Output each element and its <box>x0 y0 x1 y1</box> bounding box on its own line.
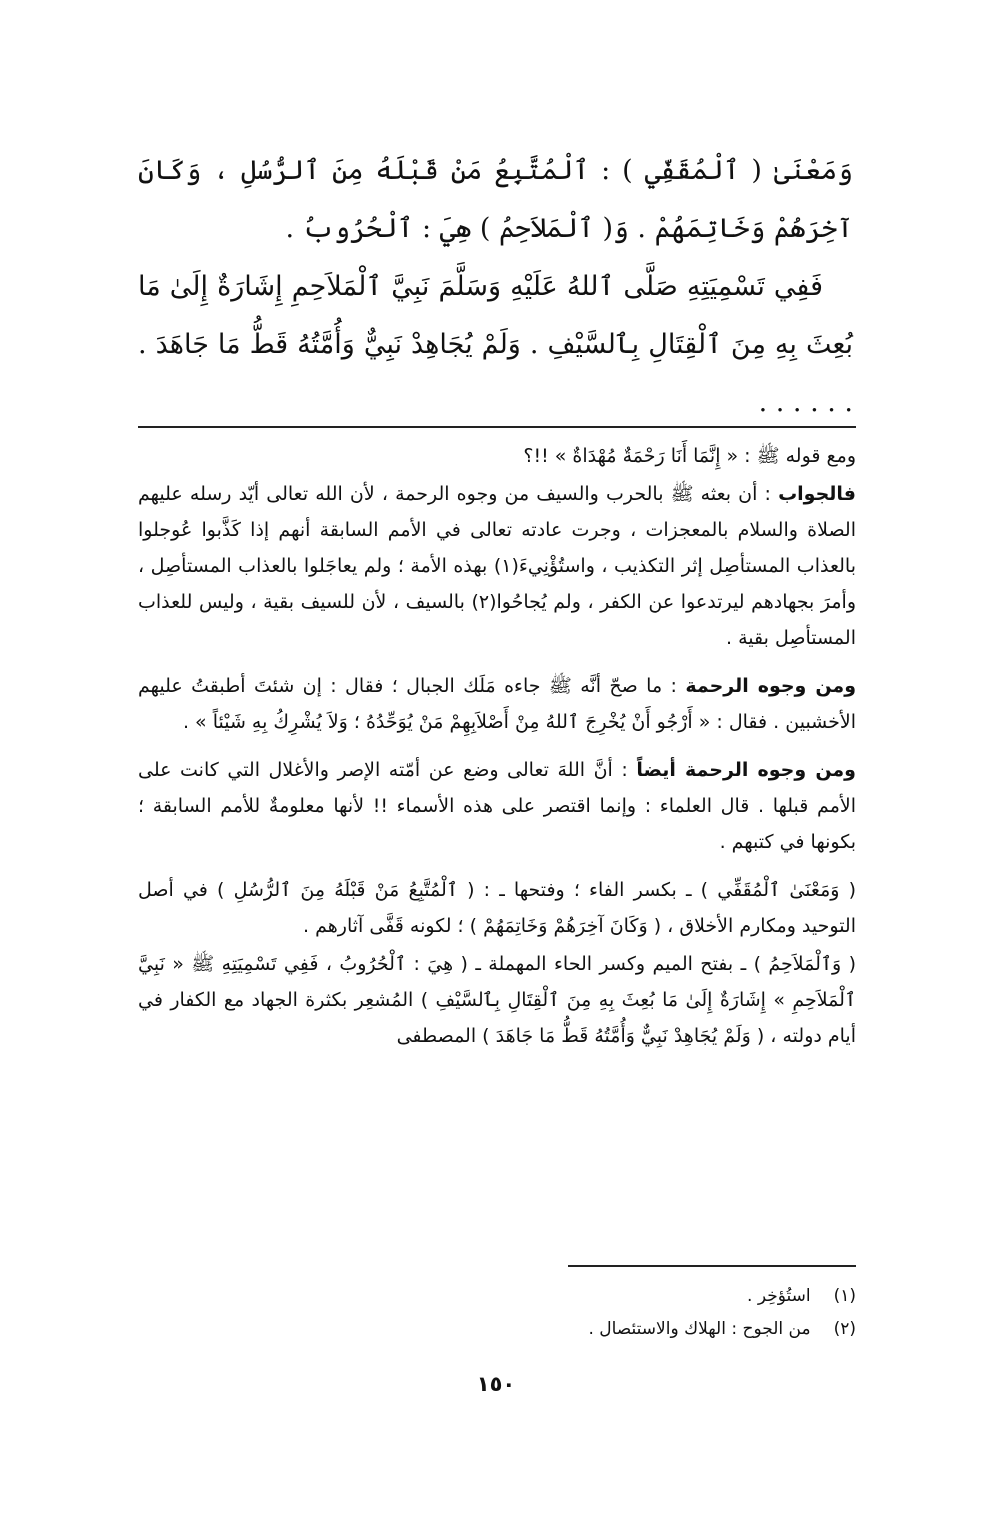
paragraph-text: : ما صحّ أنَّه ﷺ جاءه مَلَك الجبال ؛ فقال : إن شئتَ أطبقتُ عليهم الأخشبين . فقال : « أَرْجُو أَنْ يُخْرِجَ ٱللهُ مِنْ أَصْلاَبِهِمْ مَنْ يُوَحِّدُهُ ؛ وَلاَ يُشْرِكُ بِهِ شَيْئاً » . <box>138 675 856 733</box>
paragraph-text: : أن بعثه ﷺ بالحرب والسيف من وجوه الرحمة ، لأن الله تعالى أيّد رسله عليهم الصلاة والسلام بالمعجزات ، وجرت عادته تعالى في الأمم السابقة أنهم إذا كَذَّبوا عُوجلوا بالعذاب المستأصِل إثر التكذيب ، واستُؤْنِيءَ(١) بهذه الأمة ؛ ولم يعاجَلوا بالعذاب المستأصِل ، وأمرَ بجهادهم ليرتدعوا عن الكفر ، ولم يُجاحُوا(٢) بالسيف ، لأن للسيف بقية ، وليس للعذاب المستأصِل بقية . <box>138 483 856 649</box>
footnote <box>500 1280 856 1313</box>
main-text <box>138 142 853 432</box>
commentary <box>138 438 856 1066</box>
footnote-number: (٢) <box>833 1319 856 1339</box>
footnote-number: (١) <box>833 1286 856 1306</box>
main-paragraph: وَمَعْنَىٰ ( ٱلْمُقَفِّي ) : ٱلْمُتَّبِعُ مَنْ قَبْلَهُ مِنَ ٱلرُّسُلِ ، وَكَانَ آخِرَهُمْ وَخَاتِمَهُمْ . وَ( ٱلْمَلاَحِمُ ) هِيَ : ٱلْحُرُوبُ . <box>138 155 853 244</box>
commentary-paragraph: ( وَٱلْمَلاَحِمُ ) ـ بفتح الميم وكسر الحاء المهملة ـ ( هِيَ : ٱلْحُرُوبُ ، فَفِي تَسْمِيَتِهِ ﷺ « نَبِيَّ ٱلْمَلاَحِمِ » إِشَارَةٌ إِلَىٰ مَا بُعِثَ بِهِ مِنَ ٱلْقِتَالِ بِٱلسَّيْفِ ) المُشعِر بكثرة الجهاد مع الكفار في أيام دولته ، ( وَلَمْ يُجَاهِدْ نَبِيٌّ وَأُمَّتُهُ قَطُّ مَا جَاهَدَ ) المصطفى <box>138 953 856 1047</box>
paragraph-text: : أنَّ اللهَ تعالى وضع عن أمّته الإصر والأغلال التي كانت على الأمم قبلها . قال العلماء : وإنما اقتصر على هذه الأسماء !! لأنها معلومةٌ للأمم السابقة ؛ بكونها في كتبهم . <box>138 759 856 853</box>
footnote-text: استُؤخِر . <box>747 1286 811 1306</box>
paragraph-lead: فالجواب <box>778 483 856 505</box>
main-paragraph: فَفِي تَسْمِيَتِهِ صَلَّى ٱللهُ عَلَيْهِ وَسَلَّمَ نَبِيَّ ٱلْمَلاَحِمِ إِشَارَةٌ إِلَىٰ مَا بُعِثَ بِهِ مِنَ ٱلْقِتَالِ بِٱلسَّيْفِ . وَلَمْ يُجَاهِدْ نَبِيٌّ وَأُمَّتُهُ قَطُّ مَا جَاهَدَ . . . . . . . <box>138 271 853 418</box>
page-number: ١٥٠ <box>476 1372 516 1396</box>
commentary-paragraph: ( وَمَعْنَىٰ ٱلْمُقَفِّي ) ـ بكسر الفاء ؛ وفتحها ـ : ( ٱلْمُتَّبِعُ مَنْ قَبْلَهُ مِنَ ٱلرُّسُلِ ) في أصل التوحيد ومكارم الأخلاق ، ( وَكَانَ آخِرَهُمْ وَخَاتِمَهُمْ ) ؛ لكونه قَفَّى آثارهم . <box>138 879 856 937</box>
commentary-paragraph <box>138 668 856 740</box>
footnotes <box>500 1280 856 1346</box>
commentary-paragraph <box>138 476 856 656</box>
commentary-paragraph: ومع قوله ﷺ : « إِنَّمَا أَنَا رَحْمَةٌ مُهْدَاةٌ » !!؟ <box>523 445 856 467</box>
paragraph-lead: ومن وجوه الرحمة أيضاً <box>636 759 856 781</box>
commentary-paragraph <box>138 752 856 860</box>
footnote-text: من الجوح : الهلاك والاستئصال . <box>588 1319 811 1339</box>
text-divider <box>138 426 856 428</box>
paragraph-lead: ومن وجوه الرحمة <box>685 675 856 697</box>
footnote-divider <box>568 1265 856 1267</box>
footnote <box>500 1313 856 1346</box>
